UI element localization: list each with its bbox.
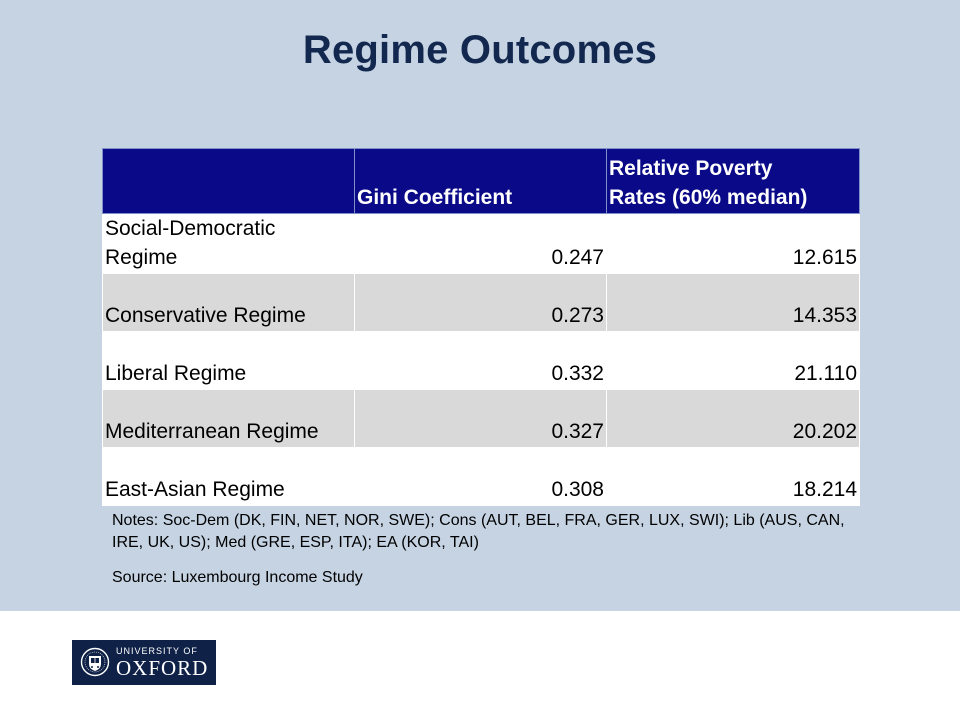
- table-row: [103, 448, 860, 506]
- table-header-row: [103, 149, 860, 214]
- row-poverty: 18.214: [607, 448, 860, 506]
- table-row: [103, 332, 860, 390]
- source-note: Source: Luxembourg Income Study: [112, 569, 363, 586]
- logo-university-of: UNIVERSITY OF: [116, 646, 198, 656]
- row-label: Mediterranean Regime: [103, 390, 355, 448]
- row-gini: 0.247: [355, 214, 607, 274]
- row-poverty: 14.353: [607, 274, 860, 332]
- row-label-line2: Regime: [105, 246, 178, 269]
- table-row: [103, 390, 860, 448]
- header-poverty-line2: Rates (60% median): [609, 186, 808, 209]
- row-gini: 0.332: [355, 332, 607, 390]
- regime-outcomes-table: [102, 148, 860, 506]
- header-regime: [103, 149, 355, 214]
- oxford-crest-icon: [80, 646, 110, 679]
- row-poverty: 20.202: [607, 390, 860, 448]
- row-gini: 0.308: [355, 448, 607, 506]
- row-poverty: 21.110: [607, 332, 860, 390]
- row-label: East-Asian Regime: [103, 448, 355, 506]
- table-row: [103, 214, 860, 274]
- row-label-line1: Social-Democratic: [105, 217, 276, 240]
- header-poverty-line1: Relative Poverty: [609, 157, 773, 180]
- logo-oxford: OXFORD: [116, 656, 209, 680]
- oxford-logo: [72, 640, 216, 685]
- table-notes: Notes: Soc-Dem (DK, FIN, NET, NOR, SWE); Cons (AUT, BEL, FRA, GER, LUX, SWI); Lib (AUS, CAN, IRE, UK, US); Med (GRE, ESP, ITA); EA (KOR, TAI): [112, 512, 845, 551]
- row-label: Conservative Regime: [103, 274, 355, 332]
- row-gini: 0.273: [355, 274, 607, 332]
- header-poverty: [607, 149, 860, 214]
- table-row: [103, 274, 860, 332]
- slide-title: Regime Outcomes: [302, 28, 658, 72]
- header-gini: Gini Coefficient: [355, 149, 607, 214]
- row-label: [103, 214, 355, 274]
- row-gini: 0.327: [355, 390, 607, 448]
- row-label: Liberal Regime: [103, 332, 355, 390]
- row-poverty: 12.615: [607, 214, 860, 274]
